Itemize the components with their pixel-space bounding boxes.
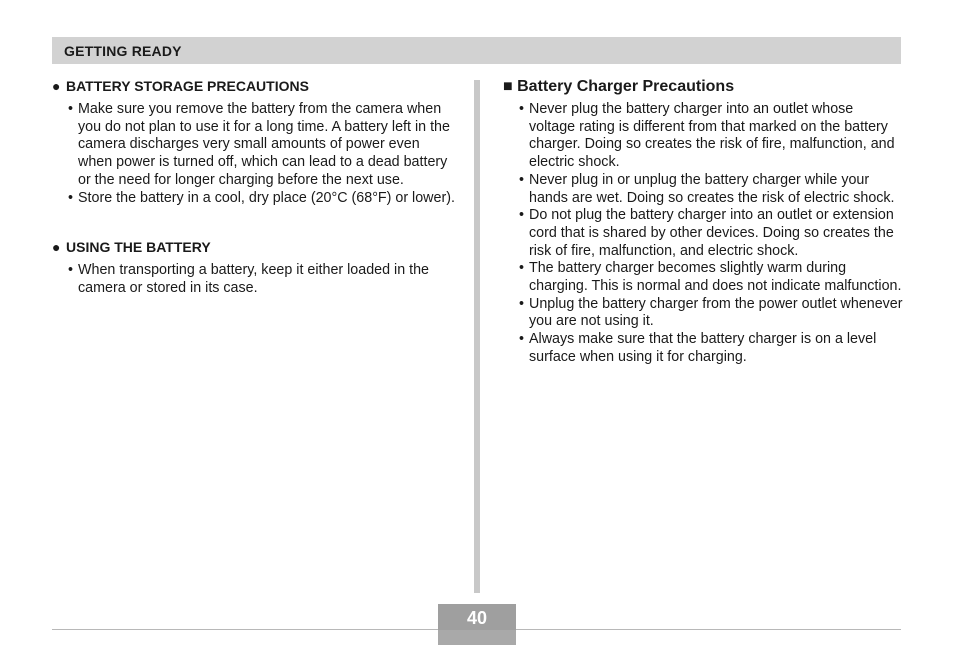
battery-storage-list [52,101,457,207]
page-number: 40 [466,608,488,628]
list-item: • Make sure you remove the battery from the camera when you do not plan to use it for a long time. A battery left in the camera discharges very small amounts of power even when power is turned off, which can lead to a dead battery or the need for longer charging before the next use. [68,101,457,190]
list-item: • Never plug in or unplug the battery charger while your hands are wet. Doing so creates the risk of electric shock. [519,172,903,207]
list-item: • The battery charger becomes slightly warm during charging. This is normal and does not indicate malfunction. [519,260,903,295]
charger-precautions-heading [503,77,903,97]
section-header-bar [52,37,901,64]
bullet-circle-icon: ● [52,239,61,256]
square-bullet-icon: ■ [503,78,513,95]
bullet-circle-icon: ● [52,78,61,94]
page-number-box [438,604,516,645]
battery-storage-heading [52,77,457,95]
using-battery-heading [52,238,457,256]
right-column [503,77,903,367]
left-column [52,77,457,298]
battery-storage-heading-text: BATTERY STORAGE PRECAUTIONS [66,78,309,94]
list-item: • Do not plug the battery charger into an outlet or extension cord that is shared by other devices. Doing so creates the risk of fire, malfunction, and electric shock. [519,207,903,260]
list-item: • Always make sure that the battery charger is on a level surface when using it for charging. [519,331,903,366]
list-item: • Store the battery in a cool, dry place (20°C (68°F) or lower). [68,190,457,208]
charger-precautions-list [503,101,903,367]
list-item: • Never plug the battery charger into an outlet whose voltage rating is different from that marked on the battery charger. Doing so creates the risk of fire, malfunction, and electric shock. [519,101,903,172]
list-item: • When transporting a battery, keep it either loaded in the camera or stored in its case. [68,262,457,297]
list-item: • Unplug the battery charger from the power outlet whenever you are not using it. [519,296,903,331]
using-battery-heading-text: USING THE BATTERY [66,239,211,256]
section-title: GETTING READY [64,43,182,59]
column-divider [474,80,480,593]
using-battery-list [52,262,457,297]
charger-precautions-heading-text: Battery Charger Precautions [517,78,735,95]
